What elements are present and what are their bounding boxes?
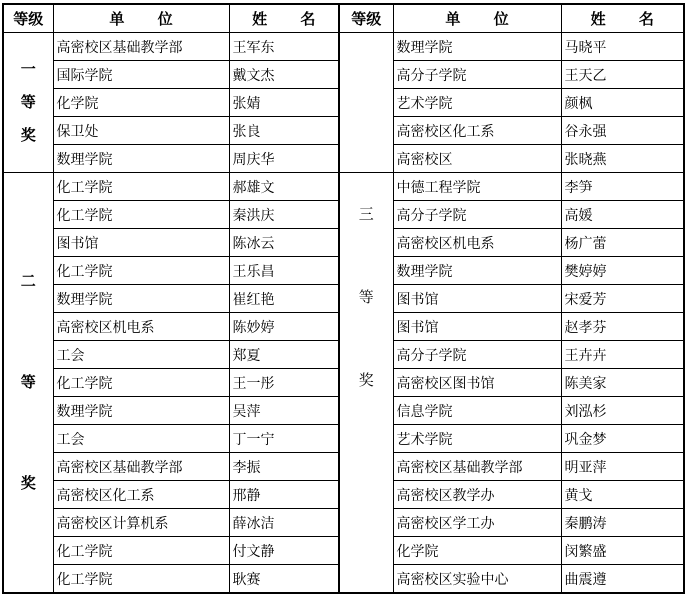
grade-first-prize-continued xyxy=(339,33,393,173)
unit-cell: 高密校区化工系 xyxy=(53,481,229,509)
name-cell: 黄戈 xyxy=(561,481,684,509)
name-cell: 邢静 xyxy=(229,481,339,509)
header-grade-left: 等级 xyxy=(3,4,53,33)
unit-cell: 图书馆 xyxy=(393,313,561,341)
header-name-left: 姓 名 xyxy=(229,4,339,33)
unit-cell: 高密校区计算机系 xyxy=(53,509,229,537)
unit-cell: 数理学院 xyxy=(393,33,561,61)
name-cell: 樊婷婷 xyxy=(561,257,684,285)
unit-cell: 高密校区 xyxy=(393,145,561,173)
unit-cell: 高密校区实验中心 xyxy=(393,565,561,594)
name-cell: 张晓燕 xyxy=(561,145,684,173)
grade-char: 等 xyxy=(20,93,36,111)
unit-cell: 数理学院 xyxy=(393,257,561,285)
unit-cell: 高密校区学工办 xyxy=(393,509,561,537)
name-cell: 秦鹏涛 xyxy=(561,509,684,537)
unit-cell: 工会 xyxy=(53,425,229,453)
unit-cell: 化学院 xyxy=(53,89,229,117)
unit-cell: 化工学院 xyxy=(53,565,229,594)
name-cell: 秦洪庆 xyxy=(229,201,339,229)
name-cell: 付文静 xyxy=(229,537,339,565)
name-cell: 王卉卉 xyxy=(561,341,684,369)
name-cell: 杨广蕾 xyxy=(561,229,684,257)
unit-cell: 高密校区图书馆 xyxy=(393,369,561,397)
name-cell: 张婧 xyxy=(229,89,339,117)
unit-cell: 化工学院 xyxy=(53,173,229,201)
unit-cell: 高密校区基础教学部 xyxy=(53,33,229,61)
name-cell: 王乐昌 xyxy=(229,257,339,285)
grade-char: 等 xyxy=(358,288,374,306)
name-cell: 谷永强 xyxy=(561,117,684,145)
header-unit-right: 单 位 xyxy=(393,4,561,33)
unit-cell: 国际学院 xyxy=(53,61,229,89)
grade-second-prize xyxy=(3,173,53,594)
unit-cell: 高密校区化工系 xyxy=(393,117,561,145)
unit-cell: 高分子学院 xyxy=(393,201,561,229)
grade-char: 奖 xyxy=(20,126,36,144)
name-cell: 明亚萍 xyxy=(561,453,684,481)
name-cell: 郝雄文 xyxy=(229,173,339,201)
grade-char: 三 xyxy=(358,205,374,223)
unit-cell: 数理学院 xyxy=(53,397,229,425)
unit-cell: 数理学院 xyxy=(53,145,229,173)
unit-cell: 高密校区教学办 xyxy=(393,481,561,509)
unit-cell: 高分子学院 xyxy=(393,341,561,369)
award-table xyxy=(2,3,685,594)
grade-third-prize xyxy=(339,173,393,594)
name-cell: 高媛 xyxy=(561,201,684,229)
unit-cell: 艺术学院 xyxy=(393,89,561,117)
table-row xyxy=(3,173,684,201)
name-cell: 马晓平 xyxy=(561,33,684,61)
name-cell: 崔红艳 xyxy=(229,285,339,313)
grade-char: 奖 xyxy=(358,371,374,389)
name-cell: 李振 xyxy=(229,453,339,481)
name-cell: 王一彤 xyxy=(229,369,339,397)
name-cell: 陈妙婷 xyxy=(229,313,339,341)
name-cell: 王军东 xyxy=(229,33,339,61)
name-cell: 张良 xyxy=(229,117,339,145)
unit-cell: 保卫处 xyxy=(53,117,229,145)
unit-cell: 化工学院 xyxy=(53,201,229,229)
name-cell: 曲震遵 xyxy=(561,565,684,594)
unit-cell: 工会 xyxy=(53,341,229,369)
unit-cell: 信息学院 xyxy=(393,397,561,425)
unit-cell: 高密校区机电系 xyxy=(393,229,561,257)
name-cell: 耿赛 xyxy=(229,565,339,594)
unit-cell: 化工学院 xyxy=(53,257,229,285)
header-unit-left: 单 位 xyxy=(53,4,229,33)
unit-cell: 图书馆 xyxy=(53,229,229,257)
header-row xyxy=(3,4,684,33)
name-cell: 闵繁盛 xyxy=(561,537,684,565)
name-cell: 赵孝芬 xyxy=(561,313,684,341)
unit-cell: 高密校区基础教学部 xyxy=(393,453,561,481)
grade-char: 等 xyxy=(20,373,36,391)
name-cell: 吴萍 xyxy=(229,397,339,425)
name-cell: 刘泓杉 xyxy=(561,397,684,425)
grade-char: 奖 xyxy=(20,474,36,492)
name-cell: 薛冰洁 xyxy=(229,509,339,537)
unit-cell: 高密校区机电系 xyxy=(53,313,229,341)
unit-cell: 中德工程学院 xyxy=(393,173,561,201)
name-cell: 陈冰云 xyxy=(229,229,339,257)
grade-char: 二 xyxy=(20,272,36,290)
grade-char: 一 xyxy=(20,60,36,78)
grade-first-prize xyxy=(3,33,53,173)
name-cell: 戴文杰 xyxy=(229,61,339,89)
name-cell: 宋爱芳 xyxy=(561,285,684,313)
unit-cell: 艺术学院 xyxy=(393,425,561,453)
unit-cell: 化工学院 xyxy=(53,537,229,565)
unit-cell: 高分子学院 xyxy=(393,61,561,89)
unit-cell: 化工学院 xyxy=(53,369,229,397)
name-cell: 颜枫 xyxy=(561,89,684,117)
name-cell: 王天乙 xyxy=(561,61,684,89)
unit-cell: 数理学院 xyxy=(53,285,229,313)
table-row xyxy=(3,33,684,61)
unit-cell: 高密校区基础教学部 xyxy=(53,453,229,481)
unit-cell: 图书馆 xyxy=(393,285,561,313)
header-name-right: 姓 名 xyxy=(561,4,684,33)
name-cell: 丁一宁 xyxy=(229,425,339,453)
name-cell: 郑夏 xyxy=(229,341,339,369)
unit-cell: 化学院 xyxy=(393,537,561,565)
name-cell: 陈美家 xyxy=(561,369,684,397)
name-cell: 李笋 xyxy=(561,173,684,201)
name-cell: 周庆华 xyxy=(229,145,339,173)
name-cell: 巩金梦 xyxy=(561,425,684,453)
header-grade-right: 等级 xyxy=(339,4,393,33)
